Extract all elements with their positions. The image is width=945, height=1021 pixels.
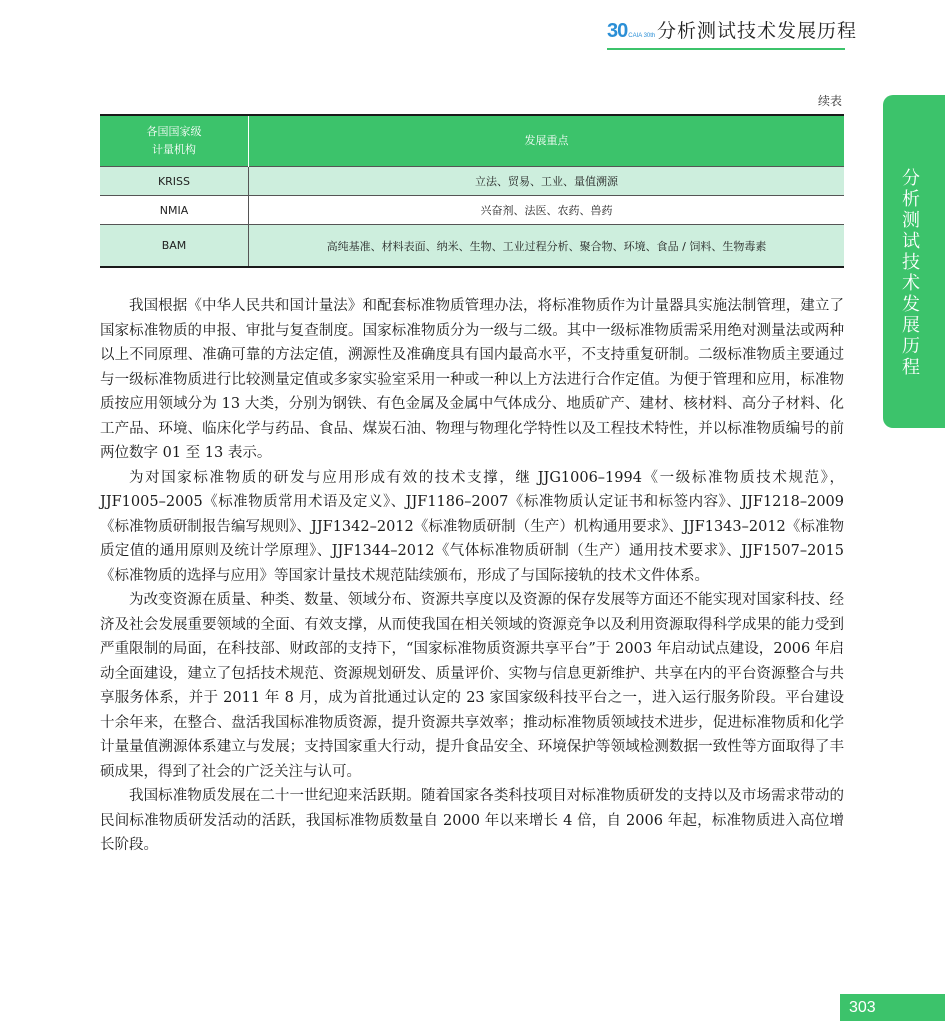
table-header-row [100,115,844,167]
header-institution [100,115,249,167]
page-number: 303 [840,994,945,1021]
table-row [100,196,844,225]
logo-number: 30 [607,19,628,42]
paragraph: 为改变资源在质量、种类、数量、领域分布、资源共享度以及资源的保存发展等方面还不能实现对国家科技、经济及社会发展重要领域的全面、有效支撑，从而使我国在相关领域的资源竞争以及利用资源取得科学成果的能力受到严重限制的局面，在科技部、财政部的支持下，“国家标准物质资源共享平台”于 2003 年启动试点建设，2006 年启动全面建设，建立了包括技术规范、资源规划研发、质量评价、实物与信息更新维护、共享在内的平台资源整合与共享服务体系，并于 2011 年 8 月，成为首批通过认定的 23 家国家级科技平台之一，进入运行服务阶段。平台建设十余年来，在整合、盘活我国标准物质资源，提升资源共享效率；推动标准物质领域技术进步，促进标准物质和化学计量量值溯源体系建立与发展；支持国家重大行动，提升食品安全、环境保护等领域检测数据一致性等方面取得了丰硕成果，得到了社会的广泛关注与认可。 [100,592,844,780]
cell-focus: 立法、贸易、工业、量值溯源 [249,167,845,196]
paragraph: 为对国家标准物质的研发与应用形成有效的技术支撑，继 JJG1006–1994《一级标准物质技术规范》，JJF1005–2005《标准物质常用术语及定义》、JJF1186–2007《标准物质认定证书和标签内容》、JJF1218–2009《标准物质研制报告编写规则》、JJF1342–2012《标准物质研制（生产）机构通用要求》、JJF1343–2012《标准物质定值的通用原则及统计学原理》、JJF1344–2012《气体标准物质研制（生产）通用技术要求》、JJF1507–2015《标准物质的选择与应用》等国家计量技术规范陆续颁布，形成了与国际接轨的技术文件体系。 [100,469,844,584]
logo-subtext: CAIA 30th [628,33,656,39]
table-row [100,225,844,268]
header-logo [607,18,655,44]
institutions-table [100,114,844,268]
cell-focus: 兴奋剂、法医、农药、兽药 [249,196,845,225]
header-rule [607,48,845,50]
paragraph: 我国标准物质发展在二十一世纪迎来活跃期。随着国家各类科技项目对标准物质研发的支持以及市场需求带动的民间标准物质研发活动的活跃，我国标准物质数量自 2000 年以来增长 4 倍，自 2006 年起，标准物质进入高位增长阶段。 [100,788,844,853]
cell-institution: KRISS [100,167,249,196]
body-text [100,294,844,858]
cell-focus: 高纯基准、材料表面、纳米、生物、工业过程分析、聚合物、环境、食品 / 饲料、生物毒素 [249,225,845,268]
table-row [100,167,844,196]
chapter-side-tab-text: 分析测试技术发展历程 [902,168,920,378]
table-continued-label: 续表 [817,94,842,108]
header-title: 分析测试技术发展历程 [657,20,858,42]
header-institution-label: 各国国家级计量机构 [146,125,202,156]
header-focus: 发展重点 [249,115,845,167]
paragraph: 我国根据《中华人民共和国计量法》和配套标准物质管理办法，将标准物质作为计量器具实施法制管理，建立了国家标准物质的申报、审批与复查制度。国家标准物质分为一级与二级。其中一级标准物质需采用绝对测量法或两种以上不同原理、准确可靠的方法定值，溯源性及准确度具有国内最高水平，不支持重复研制。二级标准物质主要通过与一级标准物质进行比较测量定值或多家实验室采用一种或一种以上方法进行合作定值。为便于管理和应用，标准物质按应用领域分为 13 大类，分别为钢铁、有色金属及金属中气体成分、地质矿产、建材、核材料、高分子材料、化工产品、环境、临床化学与药品、食品、煤炭石油、物理与物理化学特性以及工程技术特性，并以标准物质编号的前两位数字 01 至 13 表示。 [100,298,844,461]
cell-institution: BAM [100,225,249,268]
cell-institution: NMIA [100,196,249,225]
